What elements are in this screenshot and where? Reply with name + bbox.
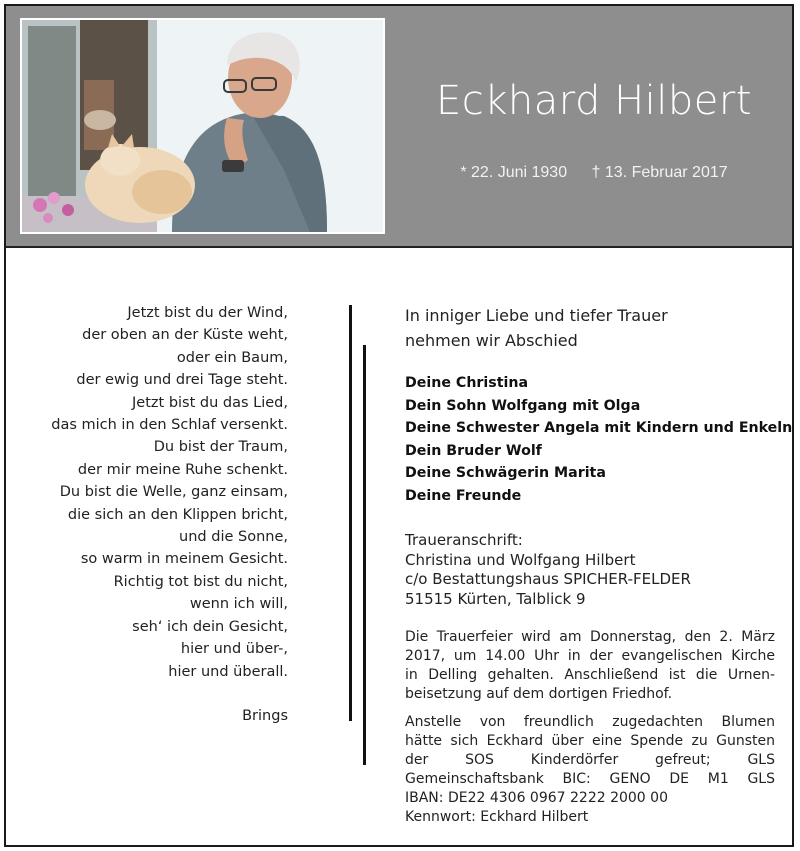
poem-line: und die Sonne, — [179, 529, 288, 546]
donation-line: Gemeinschaftsbank BIC: GENO DE M1 GLS — [405, 771, 775, 787]
donation-line: Anstelle von freundlich zugedachten Blumen — [405, 714, 775, 730]
ceremony-line: Die Trauerfeier wird am Donnerstag, den 2. März — [405, 629, 775, 645]
poem-line: seh‘ ich dein Gesicht, — [132, 618, 288, 635]
poem-line: Richtig tot bist du nicht, — [113, 573, 288, 590]
family-member: Dein Sohn Wolfgang mit Olga — [405, 397, 641, 414]
donation-line: der SOS Kinderdörfer gefreut; GLS — [405, 752, 775, 768]
death-date: † 13. Februar 2017 — [591, 164, 728, 181]
family-member: Dein Bruder Wolf — [405, 442, 542, 459]
deceased-name: Eckhard Hilbert — [435, 78, 753, 124]
birth-date: * 22. Juni 1930 — [460, 164, 568, 181]
poem-line: so warm in meinem Gesicht. — [80, 551, 288, 568]
donation-line: IBAN: DE22 4306 0967 2222 2000 00 — [405, 790, 668, 806]
address-line: c/o Bestattungshaus SPICHER-FELDER — [405, 570, 691, 588]
divider-line-left — [349, 305, 352, 721]
mourning-address — [405, 531, 691, 609]
ceremony-line: beisetzung auf dem dortigen Friedhof. — [405, 686, 673, 702]
ceremony-line: 2017, um 14.00 Uhr in der evangelischen Kirche — [405, 648, 775, 664]
poem-line: hier und über-, — [180, 641, 288, 658]
poem-line: Jetzt bist du das Lied, — [132, 394, 288, 411]
poem-line: das mich in den Schlaf versenkt. — [51, 417, 288, 434]
family-member: Deine Schwägerin Marita — [405, 465, 606, 481]
poem-line: wenn ich will, — [189, 596, 288, 613]
intro-line-1: In inniger Liebe und tiefer Trauer — [405, 306, 668, 325]
portrait-photo — [20, 18, 385, 234]
address-label: Traueranschrift: — [405, 531, 523, 549]
poem-line: Du bist die Welle, ganz einsam, — [59, 484, 288, 501]
family-member: Deine Christina — [405, 375, 529, 391]
poem — [26, 302, 288, 727]
poem-line: oder ein Baum, — [176, 349, 288, 366]
divider-line-right — [363, 345, 366, 765]
family-member: Deine Freunde — [405, 487, 522, 504]
poem-line: der ewig und drei Tage steht. — [76, 372, 288, 389]
intro-line-2: nehmen wir Abschied — [405, 331, 578, 350]
ceremony-info — [405, 628, 775, 704]
portrait-illustration — [22, 20, 383, 232]
address-line: 51515 Kürten, Talblick 9 — [405, 589, 586, 608]
header-band — [6, 6, 792, 248]
poem-line: die sich an den Klippen bricht, — [67, 506, 288, 523]
poem-line: Jetzt bist du der Wind, — [127, 305, 288, 321]
ceremony-line: in Delling gehalten. Anschließend ist die Urnen- — [405, 667, 775, 683]
life-dates — [396, 164, 792, 182]
poem-line: der oben an der Küste weht, — [82, 327, 288, 344]
obituary-card — [4, 4, 794, 847]
donation-line: hätte sich Eckhard über eine Spende zu Gunsten — [405, 733, 775, 749]
mourning-intro — [405, 303, 668, 353]
donation-info — [405, 713, 775, 827]
poem-line: Du bist der Traum, — [153, 439, 288, 456]
poem-author: Brings — [242, 707, 288, 724]
family-member: Deine Schwester Angela mit Kindern und Enkeln — [405, 420, 793, 436]
poem-line: der mir meine Ruhe schenkt. — [77, 461, 288, 478]
family-list — [405, 372, 792, 507]
poem-line: hier und überall. — [168, 663, 288, 680]
donation-line: Kennwort: Eckhard Hilbert — [405, 809, 589, 825]
address-line: Christina und Wolfgang Hilbert — [405, 550, 636, 569]
